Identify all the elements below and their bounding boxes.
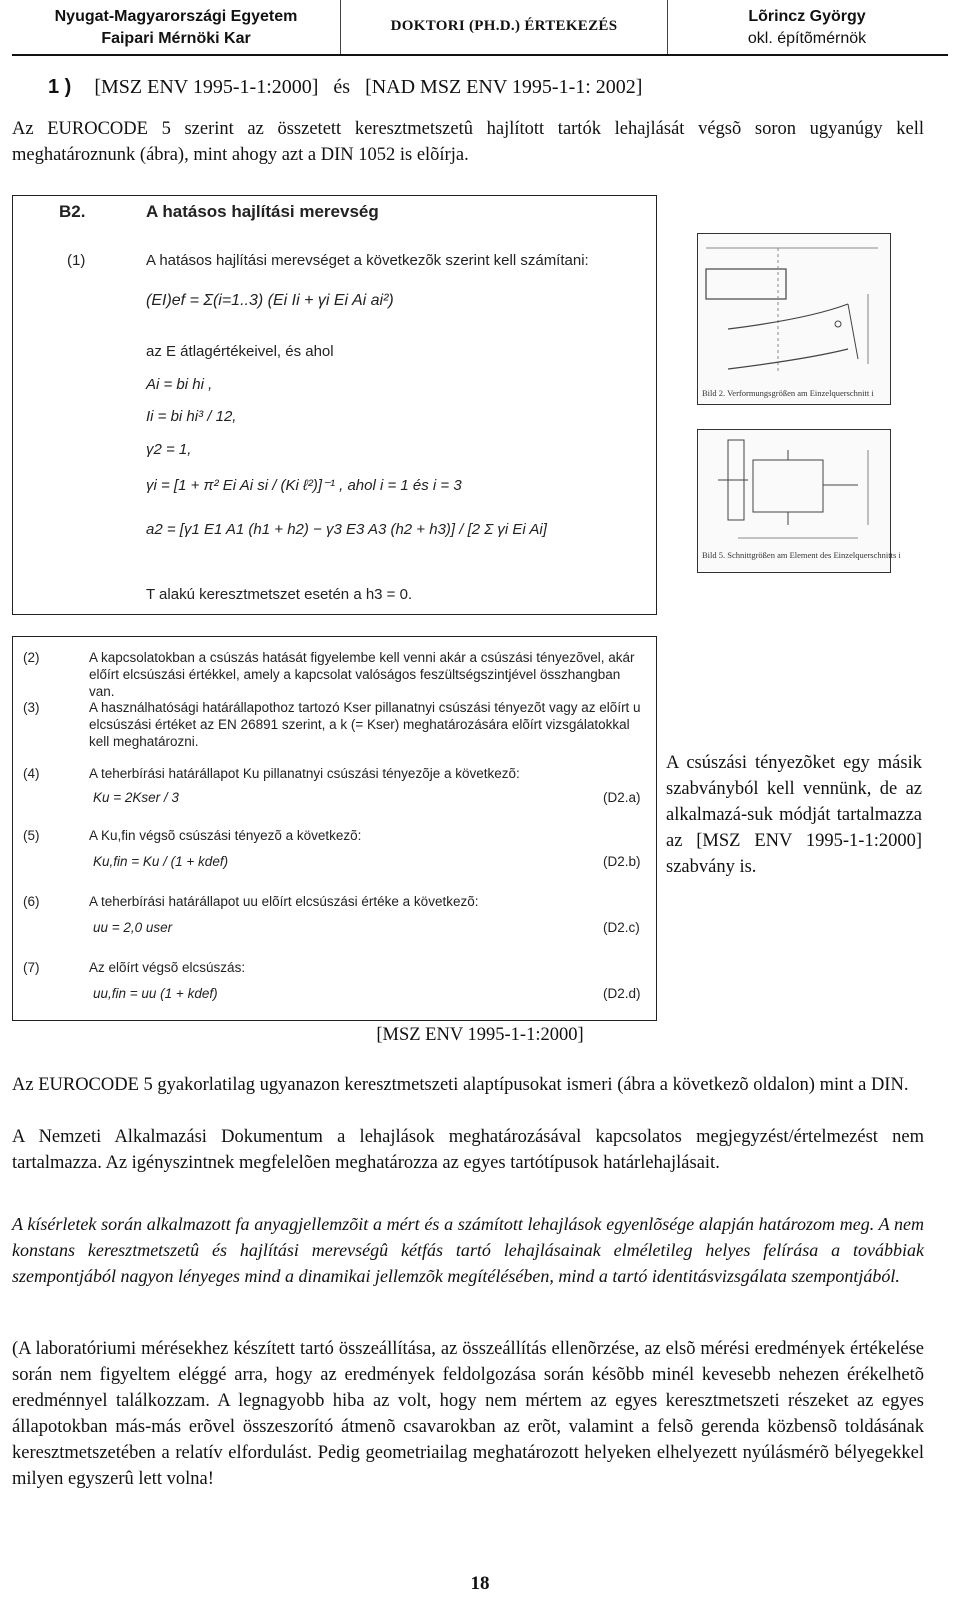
figure-b2-heading: A hatásos hajlítási merevség bbox=[146, 202, 379, 221]
diagram-forces-thumbnail bbox=[697, 429, 901, 573]
diagram-deformation-thumbnail bbox=[697, 233, 891, 405]
header-author-name: Lõrincz György bbox=[748, 8, 866, 25]
d2-item-6-text: A teherbírási határállapot uu elõírt elcsúszási értéke a következõ: bbox=[89, 894, 479, 909]
ref-d2d: (D2.d) bbox=[603, 986, 641, 1001]
paragraph-intro: Az EUROCODE 5 szerint az összetett keresztmetszetû hajlított tartók lehajlását végsõ soron ugyanúgy kell meghatároznunk (ábra), mint ahogy azt a DIN 1052 is elõírja. bbox=[12, 119, 924, 165]
equation-area: Ai = bi hi , bbox=[146, 376, 213, 393]
figure-b2-box bbox=[12, 195, 657, 615]
section-title-text: [MSZ ENV 1995-1-1:2000] és [NAD MSZ ENV 1995-1-1: 2002] bbox=[94, 76, 643, 98]
figure-b2-id: B2. bbox=[59, 202, 86, 221]
figure-b2-note: T alakú keresztmetszet esetén a h3 = 0. bbox=[146, 586, 413, 603]
d2-item-3-text: A használhatósági határállapothoz tartozó Kser pillanatnyi csúszási tényezõt vagy az elõírt u elcsúszási értéket az EN 26891 szerint, a k (= Kser) meghatározására elõírt vizsgálatokkal kell meghatározni. bbox=[89, 700, 641, 749]
section-number: 1 ) bbox=[48, 76, 72, 98]
equation-ku: Ku = 2Kser / 3 bbox=[93, 790, 179, 805]
ref-d2b: (D2.b) bbox=[603, 854, 641, 869]
header-institution bbox=[12, 0, 340, 54]
d2-item-3-no: (3) bbox=[23, 700, 40, 715]
d2-item-5-text: A Ku,fin végsõ csúszási tényezõ a következõ: bbox=[89, 828, 362, 843]
figure-b2-item-no: (1) bbox=[67, 252, 86, 269]
figure-b2-item-text: A hatásos hajlítási merevséget a következõk szerint kell számítani: bbox=[146, 252, 589, 269]
thumb2-caption: Bild 5. Schnittgrößen am Element des Einzelquerschnitts i bbox=[702, 550, 901, 560]
equation-a2: a2 = [γ1 E1 A1 (h1 + h2) − γ3 E3 A3 (h2 + h3)] / [2 Σ γi Ei Ai] bbox=[146, 521, 547, 538]
d2-item-7-text: Az elõírt végsõ elcsúszás: bbox=[89, 960, 246, 975]
equation-uu-fin: uu,fin = uu (1 + kdef) bbox=[93, 986, 218, 1001]
d2-item-4-no: (4) bbox=[23, 766, 40, 781]
paragraph-laboratory: (A laboratóriumi mérésekhez készített tartó összeállítása, az összeállítás ellenõrzése, az elsõ mérési eredmények értékelése során nem figyeltem eléggé arra, hogy az eredmények feldolgozása során késõbb minél kevesebb nehezen érékelhetõ eredménnyel találkozzam. A legnagyobb hiba az volt, hogy nem mértem az egyes keresztmetszeti részeket az egyes állapotokban más-más erõvel összeszorító átmenõ csavarokban az erõt, valamint a felsõ gerenda közbensõ toldásának keresztmetszetében a relatív elfordulást. Pedig geometriailag meghatározott helyeken elhelyezett nyúlásmérõ bélyegekkel milyen egyszerû lett volna! bbox=[12, 1339, 924, 1489]
equation-effective-stiffness: (EI)ef = Σ(i=1..3) (Ei Ii + γi Ei Ai ai²) bbox=[146, 292, 394, 309]
equation-gamma2: γ2 = 1, bbox=[146, 441, 192, 458]
paragraph-eurocode: Az EUROCODE 5 gyakorlatilag ugyanazon keresztmetszeti alaptípusokat ismeri (ábra a következõ oldalon) mint a DIN. bbox=[12, 1075, 909, 1095]
header-author-title: okl. építõmérnök bbox=[747, 30, 867, 47]
d2-item-2-no: (2) bbox=[23, 650, 40, 665]
header-doc-type bbox=[340, 0, 668, 54]
ref-d2c: (D2.c) bbox=[603, 920, 640, 935]
d2-item-7-no: (7) bbox=[23, 960, 40, 975]
figure-b2-intro: az E átlagértékeivel, és ahol bbox=[146, 343, 334, 360]
equation-ku-fin: Ku,fin = Ku / (1 + kdef) bbox=[93, 854, 229, 869]
side-note: A csúszási tényezõket egy másik szabványból kell vennünk, de az alkalmazá-suk módját tartalmazza az [MSZ ENV 1995-1-1:2000] szabvány is. bbox=[666, 753, 922, 877]
header-faculty: Faipari Mérnöki Kar bbox=[101, 30, 251, 47]
figure-d2-box bbox=[12, 636, 657, 1021]
section-title bbox=[48, 76, 642, 99]
header-university: Nyugat-Magyarországi Egyetem bbox=[54, 8, 298, 25]
equation-inertia: Ii = bi hi³ / 12, bbox=[146, 408, 237, 425]
d2-item-4-text: A teherbírási határállapot Ku pillanatnyi csúszási tényezõje a következõ: bbox=[89, 766, 520, 781]
equation-uu: uu = 2,0 user bbox=[93, 920, 173, 935]
equation-gamma-i: γi = [1 + π² Ei Ai si / (Ki ℓ²)]⁻¹ , ahol i = 1 és i = 3 bbox=[146, 477, 462, 494]
thumb1-caption: Bild 2. Verformungsgrößen am Einzelquerschnitt i bbox=[702, 388, 874, 398]
ref-d2a: (D2.a) bbox=[603, 790, 641, 805]
figure-caption: [MSZ ENV 1995-1-1:2000] bbox=[376, 1025, 584, 1045]
header-center-title: DOKTORI (PH.D.) ÉRTEKEZÉS bbox=[390, 18, 618, 34]
page-header bbox=[12, 0, 948, 56]
header-author bbox=[666, 0, 948, 54]
paragraph-experiments: A kísérletek során alkalmazott fa anyagjellemzõit a mért és a számított lehajlások egyenlõsége alapján határozom meg. A nem konstans keresztmetszetû és hajlítási merevségû kétfás tartó lehajlásainak elméletileg helyes felírása a továbbiak szempontjából nagyon lényeges mind a dinamikai jellemzõk megítélésében, mind a tartó identitásvizsgálata szempontjából. bbox=[12, 1214, 924, 1286]
paragraph-nad: A Nemzeti Alkalmazási Dokumentum a lehajlások meghatározásával kapcsolatos megjegyzést/értelmezést nem tartalmazza. Az igényszintnek megfelelõen meghatározza az egyes tartótípusok határlehajlásait. bbox=[12, 1127, 924, 1173]
d2-item-6-no: (6) bbox=[23, 894, 40, 909]
deformation-diagram-icon bbox=[698, 234, 890, 404]
page-number: 18 bbox=[470, 1573, 490, 1594]
d2-item-5-no: (5) bbox=[23, 828, 40, 843]
d2-item-2-text: A kapcsolatokban a csúszás hatását figyelembe kell venni akár a csúszási tényezõvel, akár előírt elcsúszási értékkel, amely a kapcsolat valóságos feszültségszintjével összhangban van. bbox=[89, 650, 635, 699]
